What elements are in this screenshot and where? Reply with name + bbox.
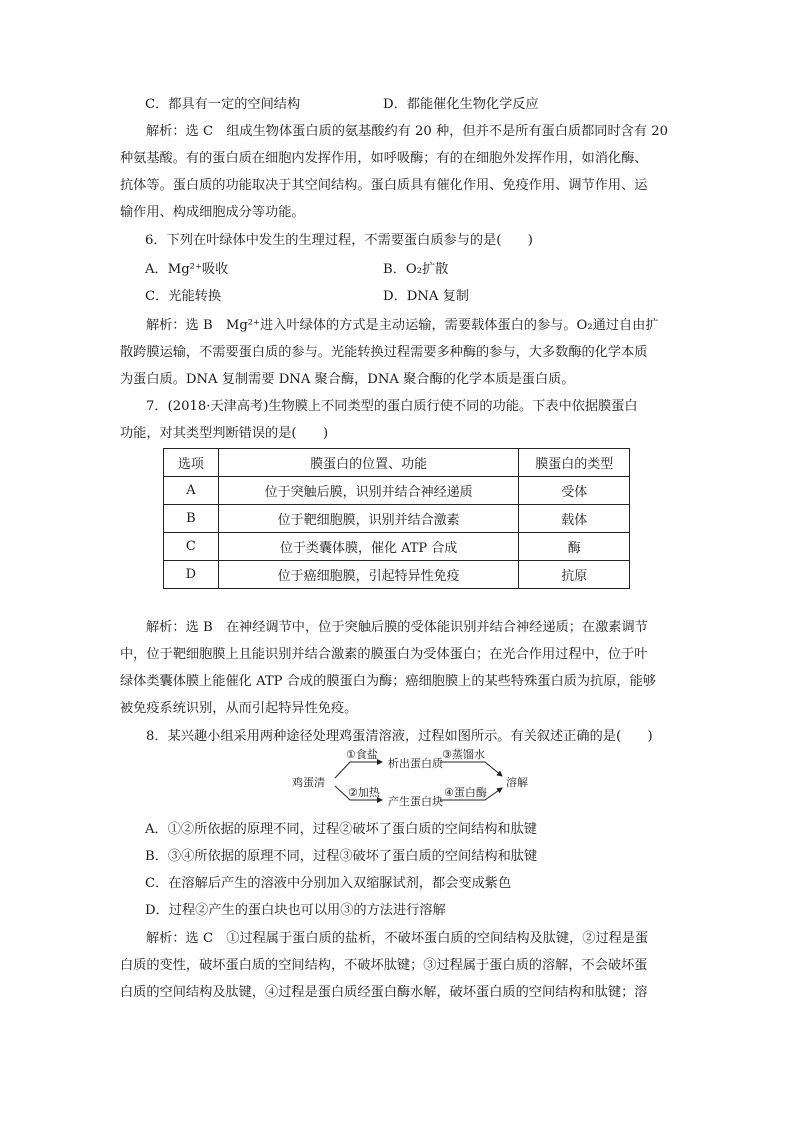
table-row (164, 533, 630, 561)
q5-analysis-line: 种氨基酸。有的蛋白质在细胞内发挥作用，如呼吸酶；有的在细胞外发挥作用，如消化酶、 (120, 151, 648, 166)
diagram-mid-top-label: 析出蛋白质 (388, 757, 443, 770)
table-cell: 位于癌细胞膜，引起特异性免疫 (218, 561, 519, 589)
egg-white-process-diagram (290, 748, 540, 810)
table-cell: 位于靶细胞膜，识别并结合激素 (218, 505, 519, 533)
q7-stem-line: 7．(2018·天津高考)生物膜上不同类型的蛋白质行使不同的功能。下表中依据膜蛋白 (146, 399, 638, 414)
table-cell: D (164, 561, 219, 589)
q6-analysis-line: 散跨膜运输，不需要蛋白质的参与。光能转换过程需要多种酶的参与，大多数酶的化学本质 (120, 345, 648, 360)
q8-analysis-line: 白质的变性，破坏蛋白质的空间结构，不破坏肽键；③过程属于蛋白质的溶解，不会破坏蛋 (120, 958, 648, 973)
diagram-mid-bottom-label: 产生蛋白块 (388, 795, 443, 808)
q7-stem-line: 功能，对其类型判断错误的是( ) (120, 426, 329, 441)
table-cell: 载体 (519, 505, 630, 533)
diagram-end-label: 溶解 (506, 776, 528, 789)
arrow-step3 (440, 762, 502, 776)
diagram-start-label: 鸡蛋清 (292, 776, 325, 789)
q8-option-b: B．③④所依据的原理不同，过程③破坏了蛋白质的空间结构和肽键 (145, 849, 538, 864)
q6-option-b: B．O₂扩散 (383, 262, 449, 277)
diagram-step2-label: ②加热 (348, 786, 380, 799)
q7-analysis-line: 绿体类囊体膜上能催化 ATP 合成的膜蛋白为酶；癌细胞膜上的某些特殊蛋白质为抗原，能够 (120, 674, 656, 689)
table-cell: B (164, 505, 219, 533)
arrow-step1 (335, 762, 382, 778)
q6-option-a: A．Mg²⁺吸收 (145, 262, 229, 277)
diagram-step4-label: ④蛋白酶 (444, 786, 487, 799)
table-row (164, 561, 630, 589)
table-header-cell: 选项 (164, 449, 219, 477)
q6-analysis-line: 解析：选 B Mg²⁺进入叶绿体的方式是主动运输，需要载体蛋白的参与。O₂通过自由扩 (146, 318, 659, 333)
table-cell: A (164, 477, 219, 505)
table-header-cell: 膜蛋白的位置、功能 (218, 449, 519, 477)
q6-stem: 6．下列在叶绿体中发生的生理过程，不需要蛋白质参与的是( ) (145, 233, 533, 248)
q5-option-d: D．都能催化生物化学反应 (383, 97, 539, 112)
table-cell: 酶 (519, 533, 630, 561)
q8-option-c: C．在溶解后产生的溶液中分别加入双缩脲试剂，都会变成紫色 (145, 876, 512, 891)
table-row (164, 505, 630, 533)
table-header-row (164, 449, 630, 477)
q8-option-a: A．①②所依据的原理不同，过程②破坏了蛋白质的空间结构和肽键 (145, 822, 537, 837)
q7-analysis-line: 中，位于靶细胞膜上且能识别并结合激素的膜蛋白为受体蛋白；在光合作用过程中，位于叶 (120, 647, 648, 662)
q5-analysis-line: 解析：选 C 组成生物体蛋白质的氨基酸约有 20 种，但并不是所有蛋白质都同时含有 20 (146, 124, 668, 139)
q5-analysis-line: 输作用、构成细胞成分等功能。 (120, 205, 305, 220)
q6-option-c: C．光能转换 (145, 289, 222, 304)
diagram-step1-label: ①食盐 (346, 748, 378, 761)
table-cell: 位于突触后膜，识别并结合神经递质 (218, 477, 519, 505)
q5-option-c: C．都具有一定的空间结构 (145, 97, 301, 112)
membrane-protein-table (163, 448, 630, 589)
q8-analysis-line: 解析：选 C ①过程属于蛋白质的盐析，不破坏蛋白质的空间结构及肽键，②过程是蛋 (146, 931, 649, 946)
q7-analysis-line: 解析：选 B 在神经调节中，位于突触后膜的受体能识别并结合神经递质；在激素调节 (146, 620, 648, 635)
table-header-cell: 膜蛋白的类型 (519, 449, 630, 477)
q6-analysis-line: 为蛋白质。DNA 复制需要 DNA 聚合酶，DNA 聚合酶的化学本质是蛋白质。 (120, 372, 575, 387)
q7-analysis-line: 被免疫系统识别，从而引起特异性免疫。 (120, 701, 358, 716)
q5-analysis-line: 抗体等。蛋白质的功能取决于其空间结构。蛋白质具有催化作用、免疫作用、调节作用、运 (120, 178, 648, 193)
table-cell: 位于类囊体膜，催化 ATP 合成 (218, 533, 519, 561)
diagram-step3-label: ③蒸馏水 (442, 748, 485, 761)
table-cell: 抗原 (519, 561, 630, 589)
q8-option-d: D．过程②产生的蛋白块也可以用③的方法进行溶解 (145, 903, 446, 918)
table-row (164, 477, 630, 505)
q8-stem: 8．某兴趣小组采用两种途径处理鸡蛋清溶液，过程如图所示。有关叙述正确的是( ) (146, 729, 653, 744)
table-cell: 受体 (519, 477, 630, 505)
q6-option-d: D．DNA 复制 (383, 289, 469, 304)
table-cell: C (164, 533, 219, 561)
q8-analysis-line: 白质的空间结构及肽键，④过程是蛋白质经蛋白酶水解，破坏蛋白质的空间结构和肽键；溶 (120, 985, 648, 1000)
